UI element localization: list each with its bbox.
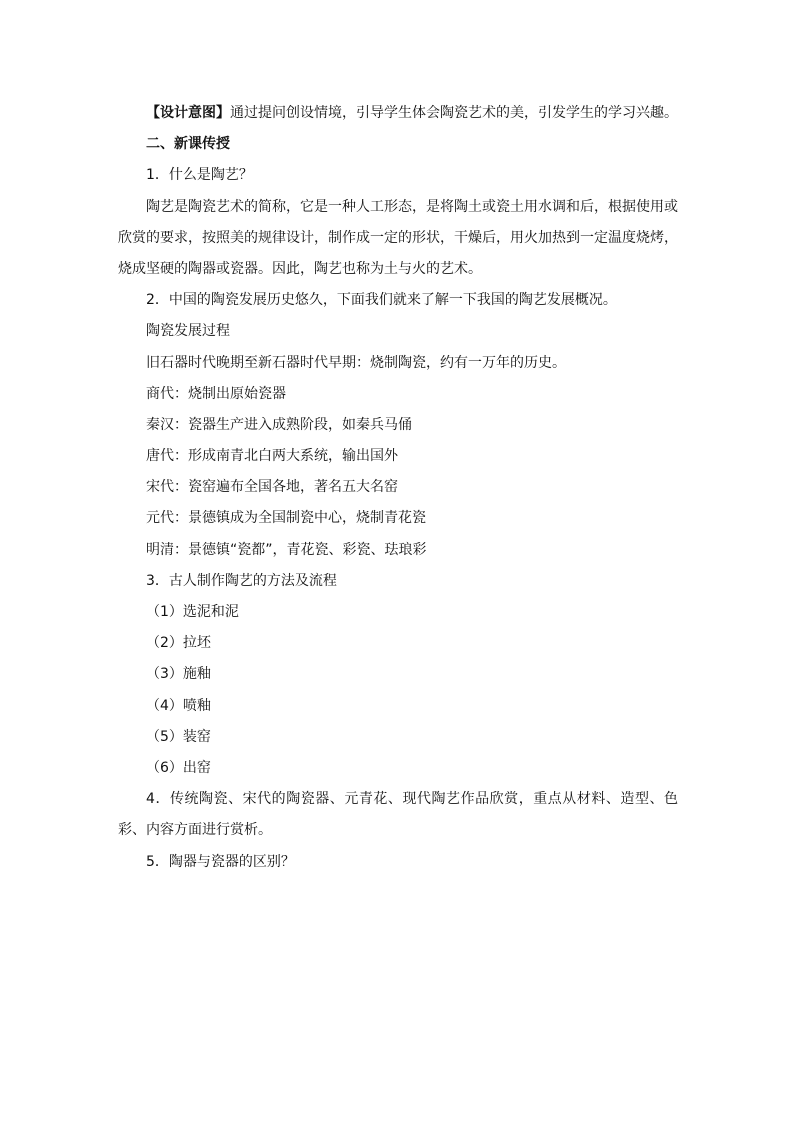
history-item: 宋代：瓷窑遍布全国各地，著名五大名窑 (146, 479, 398, 496)
question-2: 2．中国的陶瓷发展历史悠久，下面我们就来了解一下我国的陶艺发展概况。 (146, 292, 617, 309)
step-item: （5）装窑 (146, 728, 211, 745)
history-item: 商代：烧制出原始瓷器 (146, 385, 286, 402)
question-3: 3．古人制作陶艺的方法及流程 (146, 572, 337, 589)
history-item: 旧石器时代晚期至新石器时代早期：烧制陶瓷，约有一万年的历史。 (146, 354, 566, 371)
section-title: 二、新课传授 (146, 136, 230, 153)
question-1: 1．什么是陶艺？ (146, 167, 253, 184)
document-body (118, 98, 678, 878)
step-item: （2）拉坯 (146, 635, 211, 652)
history-heading: 陶瓷发展过程 (146, 323, 230, 340)
step-item: （6）出窑 (146, 759, 211, 776)
design-intent-line (118, 98, 678, 129)
history-list (118, 348, 678, 566)
design-intent-text: 通过提问创设情境，引导学生体会陶瓷艺术的美，引发学生的学习兴趣。 (230, 105, 678, 121)
step-item: （4）喷釉 (146, 697, 211, 714)
history-item: 唐代：形成南青北白两大系统，输出国外 (146, 448, 398, 465)
history-item: 秦汉：瓷器生产进入成熟阶段，如秦兵马俑 (146, 416, 412, 433)
step-item: （1）选泥和泥 (146, 604, 239, 621)
history-item: 明清：景德镇“瓷都”，青花瓷、彩瓷、珐琅彩 (146, 541, 427, 558)
step-item: （3）施釉 (146, 666, 211, 683)
history-item: 元代：景德镇成为全国制瓷中心，烧制青花瓷 (146, 510, 426, 527)
design-intent-label: 【设计意图】 (146, 105, 230, 121)
question-1-answer: 陶艺是陶瓷艺术的简称，它是一种人工形态，是将陶土或瓷土用水调和后，根据使用或欣赏的要求，按照美的规律设计，制作成一定的形状，干燥后，用火加热到一定温度烧烤，烧成坚硬的陶器或瓷器。因此，陶艺也称为土与火的艺术。 (118, 198, 678, 277)
question-5: 5．陶器与瓷器的区别？ (146, 853, 295, 870)
question-4: 4．传统陶瓷、宋代的陶瓷器、元青花、现代陶艺作品欣赏，重点从材料、造型、色彩、内容方面进行赏析。 (118, 791, 678, 839)
steps-list (118, 597, 678, 784)
